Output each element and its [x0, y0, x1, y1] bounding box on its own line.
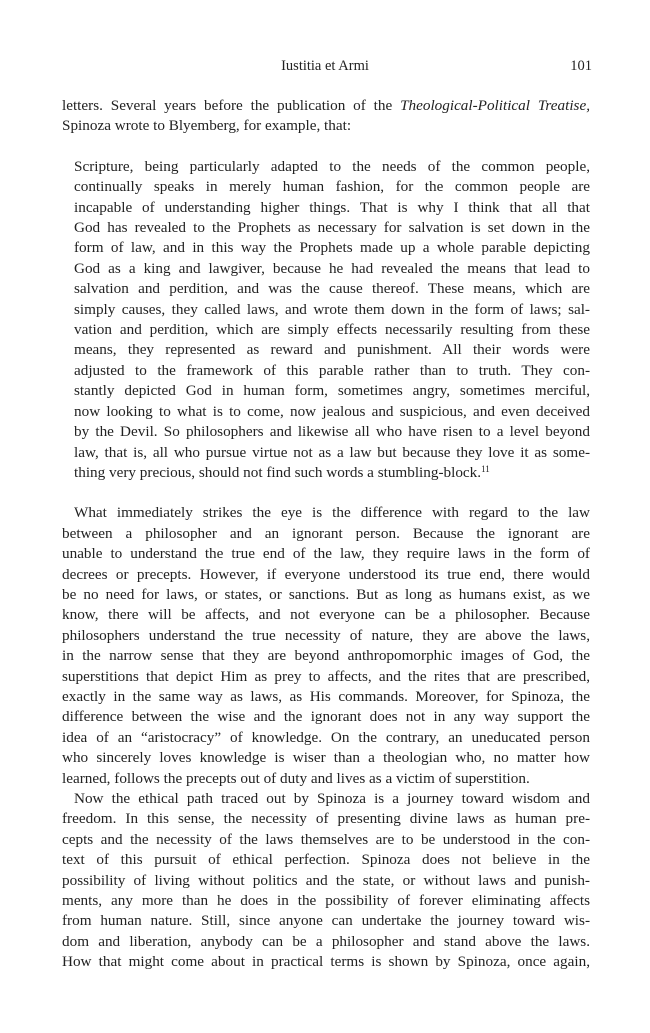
block-quote	[62, 157, 590, 484]
paragraph-line: philosophers understand the true necessity of nature, they are above the laws,	[62, 626, 590, 644]
paragraph-line: learned, follows the precepts out of duty and lives as a victim of superstition.	[62, 769, 530, 787]
paragraph-line: How that might come about in practical terms is shown by Spinoza, once again,	[62, 953, 590, 971]
paragraph-line: superstitions that depict Him as prey to affects, and the rites that are prescribed,	[62, 667, 590, 685]
paragraph-line: in the narrow sense that they are beyond anthropomorphic images of God, the	[62, 647, 590, 665]
paragraph-line: between a philosopher and an ignorant person. Because the ignorant are	[62, 524, 590, 542]
quote-line: by the Devil. So philosophers and likewise all who have risen to a level beyond	[74, 423, 590, 441]
paragraph-line: who sincerely loves knowledge is wiser than a theologian who, no matter how	[62, 749, 590, 767]
quote-line: form of law, and in this way the Prophets made up a whole parable depicting	[74, 239, 590, 257]
quote-line: means, they represented as reward and punishment. All their words were	[74, 341, 590, 359]
paragraph-line: text of this pursuit of ethical perfection. Spinoza does not believe in the	[62, 851, 590, 869]
paragraph	[62, 789, 590, 973]
paragraph-line: exactly in the same way as laws, as His commands. Moreover, for Spinoza, the	[62, 687, 590, 705]
quote-line: salvation and perdition, and was the cause thereof. These means, which are	[74, 280, 590, 298]
quote-line: stantly depicted God in human form, sometimes angry, sometimes merciful,	[74, 382, 590, 400]
paragraph-line: unable to understand the true end of the law, they require laws in the form of	[62, 545, 590, 563]
paragraph-line: dom and liberation, anybody can be a philosopher and stand above the laws.	[62, 932, 590, 950]
quote-line: continually speaks in merely human fashion, for the common people are	[74, 178, 590, 196]
quote-line: God as a king and lawgiver, because he had revealed the means that lead to	[74, 259, 590, 277]
paragraph-line: idea of an “aristocracy” of knowledge. On the contrary, an uneducated person	[62, 728, 590, 746]
quote-line: incapable of understanding higher things. That is why I think that all that	[74, 198, 590, 216]
page-number: 101	[570, 58, 592, 74]
quote-line: adjusted to the framework of this parable rather than to truth. They con-	[74, 361, 590, 379]
quote-last-text: thing very precious, should not find such words a stumbling-block.	[74, 463, 482, 481]
quote-line: simply causes, they called laws, and wrote them down in the form of laws; sal-	[74, 300, 590, 318]
paragraph-line: possibility of living without politics and the state, or without laws and punish-	[62, 871, 590, 889]
body-text	[62, 96, 590, 973]
paragraph-line: ments, any more than he does in the possibility of forever eliminating affects	[62, 892, 590, 910]
paragraph-line: What immediately strikes the eye is the difference with regard to the law	[74, 504, 590, 522]
book-title: Theological-Political Treatise,	[400, 97, 590, 114]
paragraph	[62, 503, 590, 789]
quote-line: now looking to what is to come, now jealous and suspicious, and even deceived	[74, 402, 590, 420]
quote-line	[74, 463, 590, 483]
paragraph-line: from human nature. Still, since anyone can undertake the journey toward wis-	[62, 912, 590, 930]
intro-line	[62, 96, 590, 116]
paragraph-line: be no need for laws, or states, or sanctions. But as long as humans exist, as we	[62, 585, 590, 603]
quote-line: law, that is, all who pursue virtue not as a law but because they love it as some-	[74, 443, 590, 461]
paragraph-line: cepts and the necessity of the laws themselves are to be understood in the con-	[62, 830, 590, 848]
section-gap	[62, 483, 590, 503]
intro-line-text: letters. Several years before the publication of the	[62, 97, 401, 114]
intro-line: Spinoza wrote to Blyemberg, for example, that:	[62, 117, 352, 135]
paragraph-line: know, there will be affects, and not everyone can be a philosopher. Because	[62, 606, 590, 624]
footnote-ref[interactable]: 11	[481, 463, 490, 474]
quote-line: Scripture, being particularly adapted to the needs of the common people,	[74, 157, 590, 175]
intro-paragraph	[62, 96, 590, 137]
running-title: Iustitia et Armi	[281, 58, 369, 74]
paragraph-line: difference between the wise and the ignorant does not in any way support the	[62, 708, 590, 726]
quote-line: vation and perdition, which are simply effects necessarily resulting from these	[74, 321, 590, 339]
paragraph-line: Now the ethical path traced out by Spinoza is a journey toward wisdom and	[74, 790, 590, 807]
quote-line: God has revealed to the Prophets as necessary for salvation is set down in the	[74, 219, 590, 237]
paragraph-line: decrees or precepts. However, if everyone understood its true end, there would	[62, 565, 590, 583]
paragraph-line: freedom. In this sense, the necessity of presenting divine laws as human pre-	[62, 810, 590, 828]
